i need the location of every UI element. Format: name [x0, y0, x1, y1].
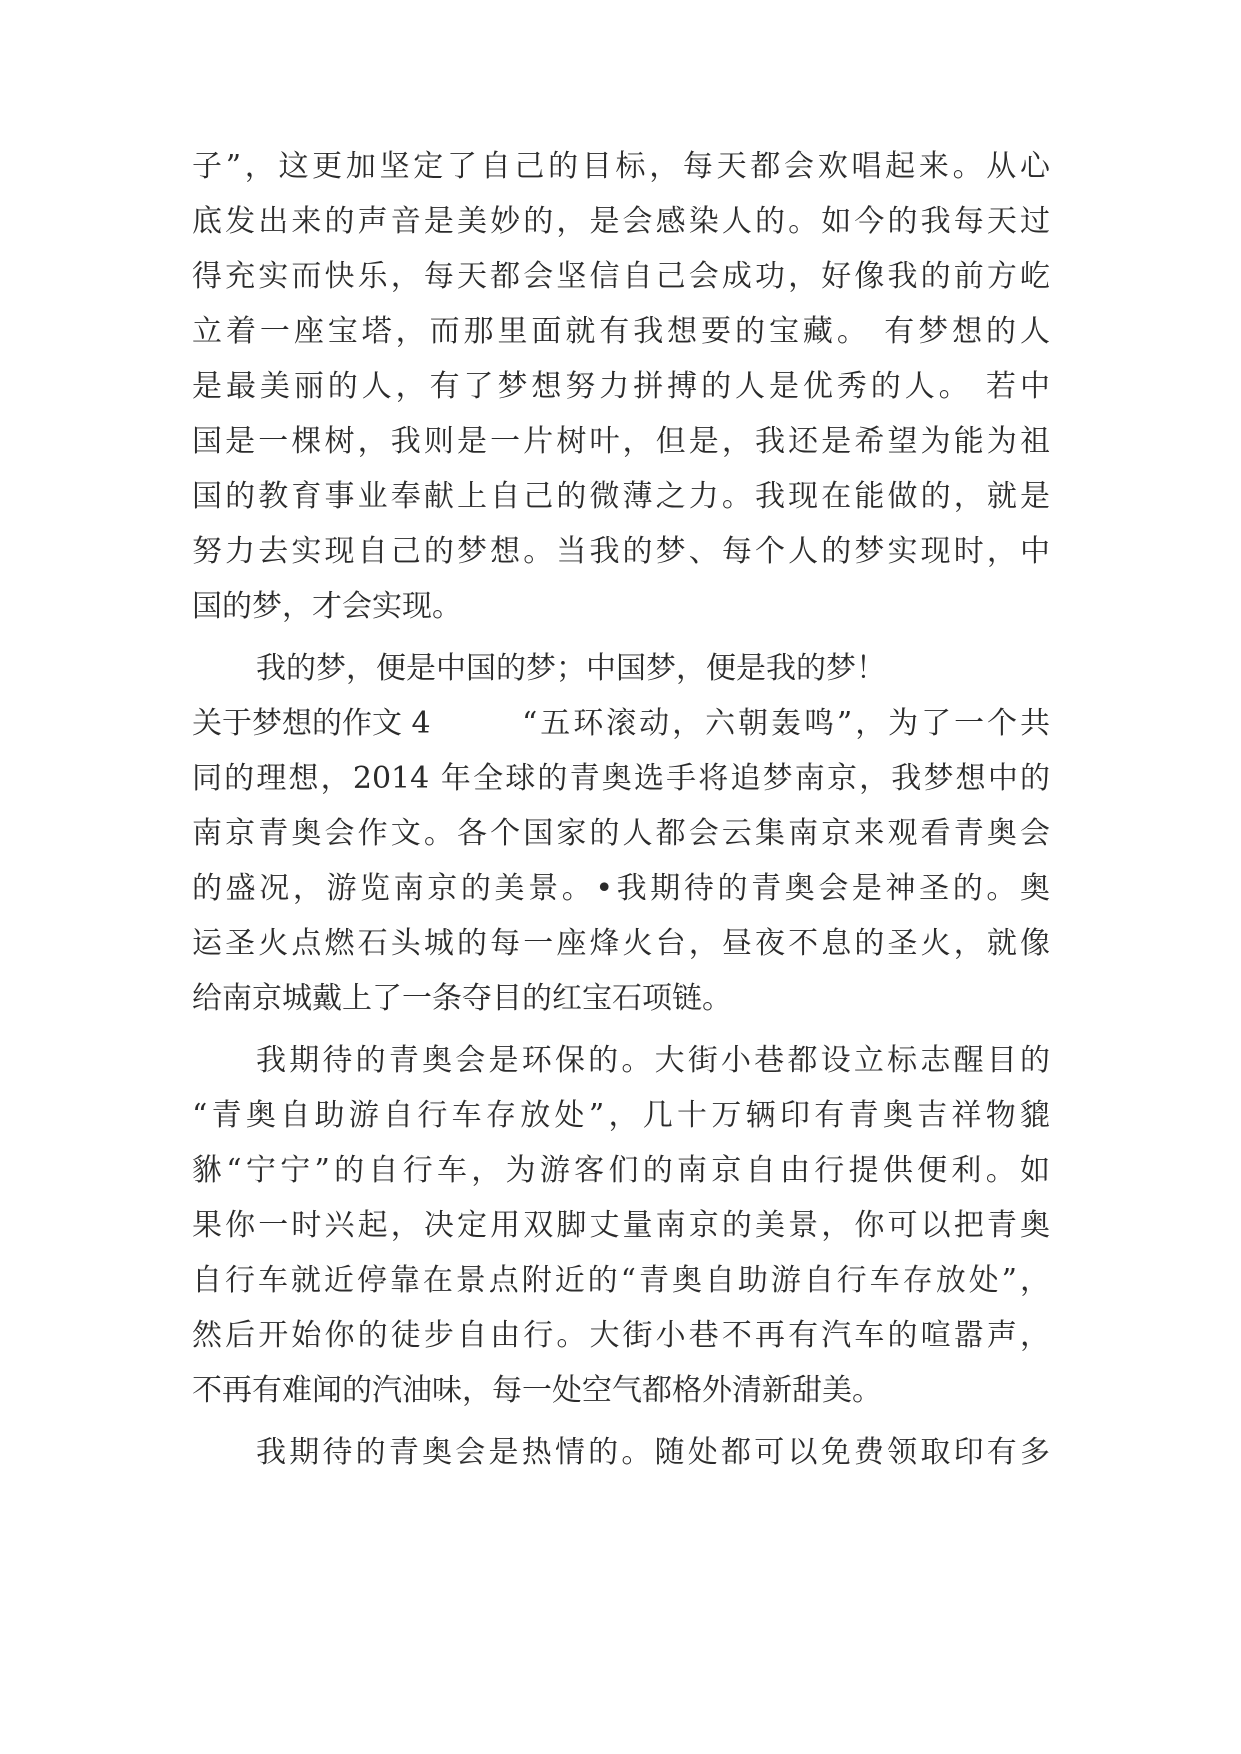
- paragraph-line: 果你一时兴起，决定用双脚丈量南京的美景，你可以把青奥: [192, 1208, 1050, 1243]
- paragraph-line: 我期待的青奥会是热情的。随处都可以免费领取印有多: [256, 1435, 1050, 1470]
- paragraph-line: 努力去实现自己的梦想。当我的梦、每个人的梦实现时，中: [192, 534, 1050, 569]
- paragraph-line: 立着一座宝塔，而那里面就有我想要的宝藏。 有梦想的人: [192, 314, 1050, 349]
- paragraph-line: 我的梦，便是中国的梦；中国梦，便是我的梦！: [256, 651, 886, 686]
- paragraph-line: 我期待的青奥会是环保的。大街小巷都设立标志醒目的: [256, 1043, 1050, 1078]
- paragraph-line: 国的教育事业奉献上自己的微薄之力。我现在能做的，就是: [192, 479, 1050, 514]
- paragraph-line: 给南京城戴上了一条夺目的红宝石项链。: [192, 981, 732, 1016]
- essay-title: 关于梦想的作文 4: [192, 706, 431, 741]
- paragraph-line: 貅“宁宁”的自行车，为游客们的南京自由行提供便利。如: [192, 1153, 1050, 1188]
- essay-heading-line: [192, 700, 1050, 748]
- paragraph-line: 自行车就近停靠在景点附近的“青奥自助游自行车存放处”，: [192, 1263, 1050, 1298]
- paragraph-line: 子”，这更加坚定了自己的目标，每天都会欢唱起来。从心: [192, 149, 1050, 184]
- paragraph-line: 南京青奥会作文。各个国家的人都会云集南京来观看青奥会: [192, 816, 1050, 851]
- paragraph-line: 同的理想，2014 年全球的青奥选手将追梦南京，我梦想中的: [192, 761, 1050, 796]
- paragraph-line: 运圣火点燃石头城的每一座烽火台，昼夜不息的圣火，就像: [192, 926, 1050, 961]
- paragraph-line: 然后开始你的徒步自由行。大街小巷不再有汽车的喧嚣声，: [192, 1318, 1050, 1353]
- paragraph-line: 国是一棵树，我则是一片树叶，但是，我还是希望为能为祖: [192, 424, 1050, 459]
- paragraph-line: “青奥自助游自行车存放处”，几十万辆印有青奥吉祥物貔: [192, 1098, 1050, 1133]
- paragraph-line: 是最美丽的人，有了梦想努力拼搏的人是优秀的人。 若中: [192, 369, 1050, 404]
- paragraph-line: 国的梦，才会实现。: [192, 589, 462, 624]
- essay-first-line: “五环滚动，六朝轰鸣”，为了一个共: [522, 706, 1050, 741]
- paragraph-line: 底发出来的声音是美妙的，是会感染人的。如今的我每天过: [192, 204, 1050, 239]
- paragraph-line: 得充实而快乐，每天都会坚信自己会成功，好像我的前方屹: [192, 259, 1050, 294]
- paragraph-line: 不再有难闻的汽油味，每一处空气都格外清新甜美。: [192, 1373, 882, 1408]
- paragraph-line: 的盛况，游览南京的美景。•我期待的青奥会是神圣的。奥: [192, 871, 1050, 906]
